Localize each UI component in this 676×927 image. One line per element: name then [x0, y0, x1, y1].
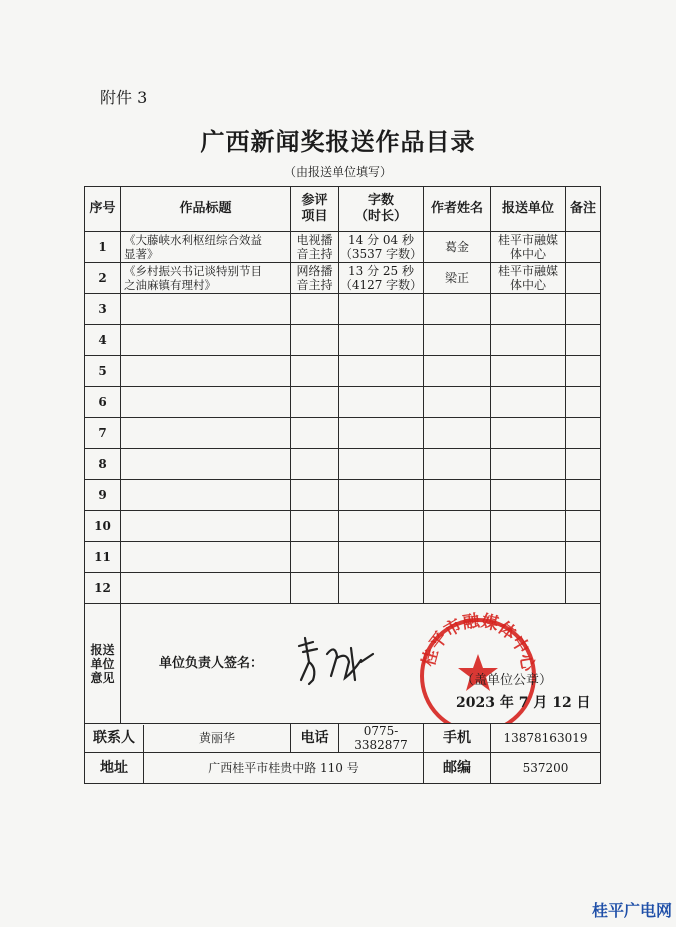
row-author: 梁正 — [424, 263, 491, 294]
row-length — [339, 263, 424, 294]
signature-label: 单位负责人签名： — [159, 656, 264, 671]
header-category — [291, 187, 339, 232]
row-author — [424, 573, 491, 604]
header-no: 序号 — [85, 187, 121, 232]
row-category — [291, 325, 339, 356]
row-author — [424, 449, 491, 480]
table-row — [85, 294, 601, 325]
row-author — [424, 542, 491, 573]
row-category — [291, 232, 339, 263]
opinion-label-line2: 单位 — [90, 656, 115, 671]
row-number: 1 — [85, 232, 121, 263]
row-category — [291, 356, 339, 387]
header-title: 作品标题 — [121, 187, 291, 232]
row-unit — [491, 356, 566, 387]
address-row — [85, 753, 601, 784]
row-category — [291, 263, 339, 294]
row-unit — [491, 387, 566, 418]
row-number: 9 — [85, 480, 121, 511]
row-unit — [491, 511, 566, 542]
row-number: 4 — [85, 325, 121, 356]
row-unit — [491, 263, 566, 294]
row-length — [339, 294, 424, 325]
row-title — [121, 542, 291, 573]
row-category — [291, 449, 339, 480]
row-note — [566, 387, 601, 418]
phone-value: 0775-3382877 — [339, 724, 424, 753]
row-note — [566, 449, 601, 480]
site-watermark: 桂平广电网 — [591, 901, 672, 920]
phone-label: 电话 — [291, 724, 339, 753]
table-row — [85, 356, 601, 387]
row-title — [121, 573, 291, 604]
row-note — [566, 418, 601, 449]
table-row — [85, 232, 601, 263]
row-title — [121, 232, 291, 263]
row-author: 葛金 — [424, 232, 491, 263]
row-length-line1: 14 分 04 秒 — [348, 233, 414, 247]
page-subtitle: （由报送单位填写） — [283, 165, 392, 179]
opinion-cell — [121, 604, 601, 724]
row-unit-line2: 体中心 — [509, 247, 546, 261]
signature-image — [291, 632, 381, 692]
row-length — [339, 325, 424, 356]
address-cell — [85, 753, 424, 784]
row-length — [339, 449, 424, 480]
row-title — [121, 356, 291, 387]
submission-table — [84, 186, 601, 784]
row-number: 12 — [85, 573, 121, 604]
row-length-line2: （4127 字数） — [339, 278, 423, 292]
row-number: 10 — [85, 511, 121, 542]
row-unit — [491, 294, 566, 325]
address-label: 地址 — [85, 753, 144, 783]
row-note — [566, 356, 601, 387]
row-length — [339, 542, 424, 573]
contact-person-cell — [85, 724, 291, 753]
contact-person-label: 联系人 — [85, 725, 144, 752]
row-number: 8 — [85, 449, 121, 480]
table-row — [85, 511, 601, 542]
table-row — [85, 542, 601, 573]
row-title — [121, 325, 291, 356]
row-number: 7 — [85, 418, 121, 449]
opinion-row — [85, 604, 601, 724]
table-row — [85, 263, 601, 294]
opinion-label-line1: 报送 — [90, 642, 115, 657]
zip-value: 537200 — [491, 753, 601, 784]
table-row — [85, 418, 601, 449]
opinion-label-line3: 意见 — [90, 670, 115, 685]
table-row — [85, 325, 601, 356]
row-note — [566, 511, 601, 542]
row-unit-line1: 桂平市融媒 — [497, 233, 558, 247]
mobile-label: 手机 — [424, 724, 491, 753]
row-unit-line2: 体中心 — [509, 278, 546, 292]
row-unit — [491, 480, 566, 511]
row-number: 2 — [85, 263, 121, 294]
row-unit — [491, 542, 566, 573]
header-category-line2: 项目 — [301, 209, 328, 224]
table-row — [85, 387, 601, 418]
row-length — [339, 232, 424, 263]
row-category — [291, 418, 339, 449]
row-author — [424, 294, 491, 325]
row-unit — [491, 418, 566, 449]
row-title-line2: 之油麻镇有理村》 — [124, 278, 216, 292]
row-author — [424, 418, 491, 449]
row-unit — [491, 325, 566, 356]
row-title — [121, 263, 291, 294]
row-title — [121, 418, 291, 449]
row-number: 11 — [85, 542, 121, 573]
row-title — [121, 511, 291, 542]
row-unit — [491, 449, 566, 480]
seal-text: 桂平市融媒体中心 — [418, 611, 538, 673]
page-title: 广西新闻奖报送作品目录 — [200, 127, 476, 156]
row-length — [339, 418, 424, 449]
row-note — [566, 263, 601, 294]
row-title-line2: 显著》 — [124, 247, 159, 261]
row-unit — [491, 573, 566, 604]
row-note — [566, 573, 601, 604]
row-title — [121, 480, 291, 511]
row-category — [291, 511, 339, 542]
row-note — [566, 294, 601, 325]
contact-row — [85, 724, 601, 753]
row-category-line1: 网络播 — [296, 264, 333, 278]
row-author — [424, 356, 491, 387]
row-category — [291, 573, 339, 604]
header-author: 作者姓名 — [424, 187, 491, 232]
row-number: 5 — [85, 356, 121, 387]
row-note — [566, 325, 601, 356]
row-category — [291, 480, 339, 511]
contact-person-value: 黄丽华 — [198, 731, 235, 745]
header-length — [339, 187, 424, 232]
row-note — [566, 542, 601, 573]
table-row — [85, 573, 601, 604]
stamp-date: 2023 年 7 月 12 日 — [456, 695, 591, 711]
row-author — [424, 387, 491, 418]
row-category-line2: 音主持 — [296, 247, 333, 261]
row-length — [339, 511, 424, 542]
row-unit-line1: 桂平市融媒 — [497, 264, 558, 278]
row-length — [339, 387, 424, 418]
row-note — [566, 232, 601, 263]
row-length — [339, 480, 424, 511]
row-length — [339, 573, 424, 604]
header-length-line2: （时长） — [354, 209, 407, 224]
address-value: 广西桂平市桂贵中路 110 号 — [208, 761, 359, 775]
row-category — [291, 387, 339, 418]
table-header-row — [85, 187, 601, 232]
header-unit: 报送单位 — [491, 187, 566, 232]
row-category-line1: 电视播 — [296, 233, 333, 247]
row-author — [424, 480, 491, 511]
mobile-value: 13878163019 — [491, 724, 601, 753]
row-title — [121, 449, 291, 480]
row-category-line2: 音主持 — [296, 278, 333, 292]
row-length — [339, 356, 424, 387]
row-number: 3 — [85, 294, 121, 325]
row-category — [291, 294, 339, 325]
annex-label: 附件 3 — [100, 88, 148, 107]
row-note — [566, 480, 601, 511]
row-title-line1: 《乡村振兴书记谈特别节目 — [124, 264, 262, 278]
row-length-line1: 13 分 25 秒 — [348, 264, 414, 278]
header-length-line1: 字数 — [367, 193, 394, 208]
row-length-line2: （3537 字数） — [339, 247, 423, 261]
table-row — [85, 480, 601, 511]
row-title — [121, 294, 291, 325]
zip-label: 邮编 — [424, 753, 491, 784]
row-title-line1: 《大藤峡水利枢纽综合效益 — [124, 233, 262, 247]
header-category-line1: 参评 — [301, 193, 328, 208]
row-unit — [491, 232, 566, 263]
opinion-label — [85, 604, 121, 724]
row-number: 6 — [85, 387, 121, 418]
header-note: 备注 — [566, 187, 601, 232]
table-row — [85, 449, 601, 480]
row-title — [121, 387, 291, 418]
stamp-note: （盖单位公章） — [461, 673, 553, 688]
row-author — [424, 325, 491, 356]
row-author — [424, 511, 491, 542]
row-category — [291, 542, 339, 573]
